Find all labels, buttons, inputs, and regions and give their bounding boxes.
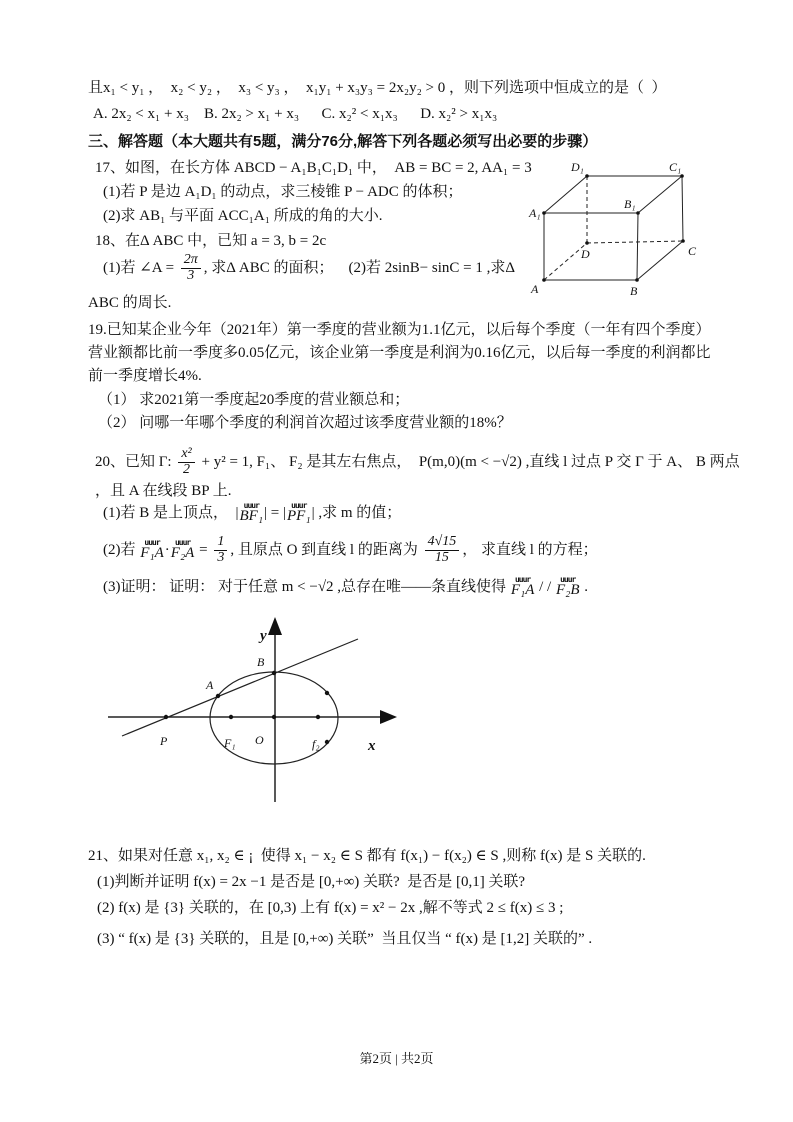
label-f2: f₂: [312, 737, 320, 751]
q18-item1-post: , 求Δ ABC 的面积； (2)若 2sinB− sinC = 1 ,求Δ: [203, 259, 516, 276]
q16-options: A. 2x₂ < x₁ + x₃ B. 2x₂ > x₁ + x₃ C. x₂² < x₁x₃ D. x₂² > x₁x₃: [93, 106, 498, 122]
vertex-dot-b1: [636, 211, 640, 215]
q19-item1: （1） 求2021第一季度起20季度的营业额总和；: [98, 392, 410, 408]
y-axis-arrow: [268, 617, 282, 635]
vertex-dot-b: [635, 278, 639, 282]
vertex-label-a1: A₁: [529, 206, 541, 220]
q21-stem: 21、如果对任意 x₁, x₂ ∈ ¡ 使得 x₁ − x₂ ∈ S 都有 f(x₁) − f(x₂) ∈ S ,则称 f(x) 是 S 关联的.: [88, 848, 646, 864]
q20-item2: [103, 530, 598, 570]
q21-item2: (2) f(x) 是 {3} 关联的，在 [0,3) 上有 f(x) = x² − 2x ,解不等式 2 ≤ f(x) ≤ 3 ;: [97, 900, 564, 916]
vector-f2b: uuur F₂B: [555, 575, 580, 598]
vertex-label-d: D: [581, 247, 590, 261]
vertex-label-d1: D₁: [571, 160, 584, 174]
q20-item3: [103, 572, 588, 602]
cuboid-figure: [528, 158, 708, 298]
q20-item2-eq: =: [195, 541, 212, 558]
fraction-2pi-3: $\frac{2\pi}{3}$: [181, 253, 201, 283]
point-f2: [316, 715, 320, 719]
vertex-dot-d1: [585, 174, 589, 178]
point-p: [164, 715, 168, 719]
q21-item1: (1)判断并证明 f(x) = 2x −1 是否是 [0,+∞) 关联? 是否是 [0,1] 关联?: [97, 874, 526, 890]
q20-stem-post: + y² = 1, F₁、 F₂ 是其左右焦点， P(m,0)(m < −√2) ,直线 l 过点 P 交 Γ 于 A、 B 两点: [197, 453, 740, 470]
point-b: [272, 671, 276, 675]
q20-item3-parallel: / /: [535, 578, 555, 595]
q20-stem: [95, 442, 740, 482]
y-axis-label: y: [260, 628, 267, 644]
point-a: [216, 694, 220, 698]
q20-item2-post: ， 求直线 l 的方程；: [462, 541, 598, 558]
q19-item2: （2） 问哪一年哪个季度的利润首次超过该季度营业额的18%？: [98, 415, 512, 431]
vertex-dot-a1: [542, 211, 546, 215]
q20-item2-mid: , 且原点 O 到直线 l 的距离为: [230, 541, 422, 558]
label-p: P: [160, 734, 168, 748]
q20-item1-mid: | = |: [264, 504, 287, 521]
q17-item1: (1)若 P 是边 A₁D₁ 的动点，求三棱锥 P − ADC 的体积；: [103, 184, 463, 200]
q21-item3: (3) “ f(x) 是 {3} 关联的，且是 [0,+∞) 关联” 当且仅当 “ f(x) 是 [1,2] 关联的” .: [97, 931, 593, 947]
vertex-label-c: C: [688, 244, 697, 258]
label-f1: F₁: [224, 736, 236, 750]
q16-stem: 且x₁ < y₁ ， x₂ < y₂ ， x₃ < y₃ ， x₁y₁ + x₃y₃ = 2x₂y₂ > 0 ，则下列选项中恒成立的是（ ）: [88, 80, 667, 96]
q20-item1-pre: (1)若 B 是上顶点， |: [103, 504, 239, 521]
fraction-4sqrt15-15: $\frac{4√15}{15}$: [425, 535, 460, 565]
label-o: O: [255, 733, 264, 747]
ellipse-figure: [100, 610, 420, 810]
q20-item3-pre: (3)证明： 证明： 对于任意 m < −√2 ,总存在唯——条直线使得: [103, 578, 510, 595]
q20-item1: [103, 498, 401, 528]
page-footer: 第2页 | 共2页: [359, 1051, 434, 1066]
section-heading: 三、解答题（本大题共有5题，满分76分,解答下列各题必须写出必要的步骤）: [88, 133, 598, 150]
vector-f2a: uuur F₂A: [170, 538, 195, 561]
q17-stem: 17、如图，在长方体 ABCD − A₁B₁C₁D₁ 中， AB = BC = 2, AA₁ = 3: [95, 160, 532, 176]
q20-item3-post: .: [580, 578, 588, 595]
vertex-label-b1: B₁: [624, 197, 636, 211]
vertex-label-a: A: [531, 282, 539, 296]
label-a: A: [206, 678, 214, 692]
vertex-dot-c1: [680, 174, 684, 178]
q18-stem: 18、在Δ ABC 中，已知 a = 3, b = 2c: [95, 233, 327, 249]
point-on-ellipse-lower: [325, 740, 329, 744]
point-o: [272, 715, 276, 719]
vertex-dot-c: [681, 239, 685, 243]
q19-line3: 前一季度增长4%.: [88, 368, 202, 384]
q19-line2: 营业额都比前一季度多0.05亿元，该企业第一季度是利润为0.16亿元，以后每一季度的利润都比: [88, 345, 711, 361]
q20-item2-pre: (2)若: [103, 541, 140, 558]
q20-stem-pre: 20、已知 Γ:: [95, 453, 176, 470]
point-f1: [229, 715, 233, 719]
x-axis-label: x: [368, 738, 376, 754]
vector-bf1: uuur BF₁: [239, 501, 264, 524]
q18-item1-pre: (1)若 ∠A =: [103, 259, 178, 276]
vector-f1a-2: uuur F₁A: [510, 575, 535, 598]
fraction-x2-2: $\frac{\text{x²}}{2}$: [178, 447, 194, 477]
vertex-label-b: B: [630, 284, 638, 298]
vertex-dot-a: [542, 278, 546, 282]
q19-line1: 19.已知某企业今年（2021年）第一季度的营业额为1.1亿元，以后每个季度（一年有四个季度）: [88, 322, 711, 338]
vertex-dot-d: [585, 241, 589, 245]
x-axis-arrow: [380, 710, 397, 724]
vector-pf1: uuur PF₁: [287, 501, 311, 524]
q18-items: [103, 248, 515, 288]
q20-item1-post: | ,求 m 的值；: [311, 504, 402, 521]
label-b: B: [257, 655, 265, 669]
point-on-ellipse-upper: [325, 691, 329, 695]
q20-item2-dot: ·: [164, 541, 170, 558]
q18-tail: ABC 的周长.: [88, 295, 172, 311]
fraction-1-3: $\frac{1}{3}$: [214, 535, 227, 565]
vector-f1a: uuur F₁A: [140, 538, 164, 561]
vertex-label-c1: C₁: [669, 160, 682, 174]
q20-stem-line2: ，且 A 在线段 BP 上.: [95, 483, 232, 499]
q17-item2: (2)求 AB₁ 与平面 ACC₁A₁ 所成的角的大小.: [103, 208, 383, 224]
